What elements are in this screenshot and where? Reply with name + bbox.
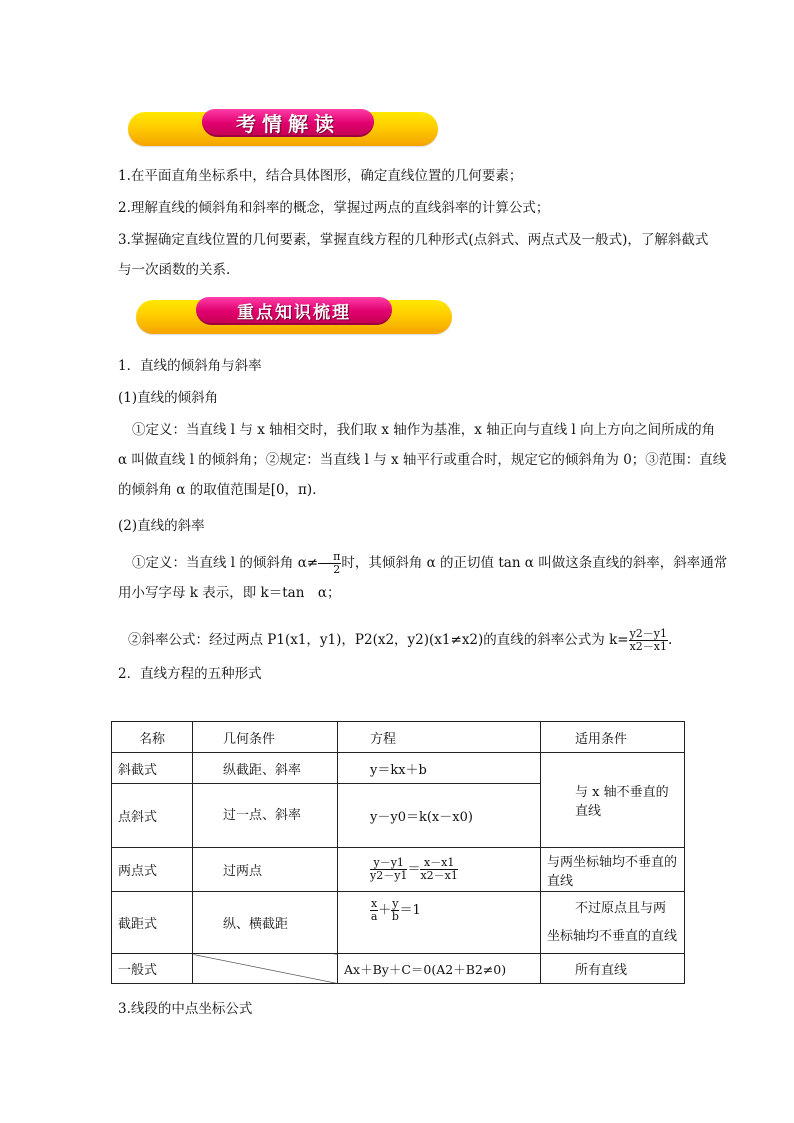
slope-definition	[118, 548, 728, 608]
pi-over-2-fraction	[318, 551, 341, 576]
angle-definition: ①定义：当直线 l 与 x 轴相交时，我们取 x 轴作为基准，x 轴正向与直线 l 向上方向之间所成的角 α 叫做直线 l 的倾斜角；②规定：当直线 l 与 x 轴平行或重合时，规定它的倾斜角为 0；③范围：直线的倾斜角 α 的取值范围是[0，π)．	[118, 422, 727, 498]
intro-item-1: 1.在平面直角坐标系中，结合具体图形，确定直线位置的几何要素；	[118, 168, 523, 184]
section-2-heading: 2．直线方程的五种形式	[118, 666, 262, 682]
fraction-numerator: y	[392, 897, 399, 910]
row-applicability: 与两坐标轴均不垂直的直线	[541, 848, 685, 892]
row-name: 一般式	[112, 954, 193, 984]
slope-fraction	[629, 628, 668, 653]
banner-title: 考情解读	[236, 111, 340, 136]
row-name: 两点式	[112, 848, 193, 892]
table-header-row	[112, 722, 685, 753]
row-equation: y－y0＝k(x－x0)	[338, 784, 541, 848]
table-row	[112, 848, 685, 892]
formula-period: .	[668, 632, 673, 648]
table-row	[112, 954, 685, 984]
section-banner-kaoqing	[128, 112, 438, 146]
section-1-heading: 1．直线的倾斜角与斜率	[118, 358, 262, 374]
fraction-denominator: b	[391, 910, 399, 923]
banner-label	[196, 297, 392, 325]
row-condition: 纵、横截距	[193, 892, 338, 954]
section-banner-zhongdian	[136, 300, 452, 334]
fraction-denominator: x2－x1	[629, 640, 667, 653]
equation-fraction-right	[420, 857, 457, 882]
fraction-numerator: x－x1	[420, 857, 457, 870]
header-applicability: 适用条件	[541, 722, 685, 753]
row-name: 斜截式	[112, 753, 193, 784]
subheading-angle: (1)直线的倾斜角	[118, 390, 219, 406]
intro-item-2: 2.理解直线的倾斜角和斜率的概念，掌握过两点的直线斜率的计算公式；	[118, 200, 550, 216]
equation-fraction-x-over-a	[370, 898, 378, 923]
fraction-numerator: π	[318, 551, 341, 564]
banner-label	[202, 109, 374, 137]
subheading-slope: (2)直线的斜率	[118, 518, 205, 534]
slope-def-part-b: 时，其倾斜角 α 的正切值 tan α 叫做这条直线的斜率，斜率通常用小写字母 k 表示，即 k＝tan α；	[118, 555, 728, 601]
fraction-denominator: 2	[333, 563, 341, 576]
row-equation	[338, 848, 541, 892]
table-row	[112, 892, 685, 954]
header-name: 名称	[112, 722, 193, 753]
section-3-heading: 3.线段的中点坐标公式	[118, 1001, 253, 1017]
slope-formula	[128, 628, 672, 653]
slope-formula-text: ②斜率公式：经过两点 P1(x1，y1)，P2(x2，y2)(x1≠x2)的直线的斜率公式为 k=	[128, 632, 629, 648]
row-condition: 过两点	[193, 848, 338, 892]
fraction-numerator: y－y1	[370, 857, 407, 870]
row-applicability: 与 x 轴不垂直的直线	[541, 753, 685, 848]
row-name: 点斜式	[112, 784, 193, 848]
header-condition: 几何条件	[193, 722, 338, 753]
equation-fraction-left	[370, 857, 407, 882]
row-equation: y＝kx＋b	[338, 753, 541, 784]
header-equation: 方程	[338, 722, 541, 753]
equals-sign: ＝	[407, 862, 421, 877]
table-row	[112, 753, 685, 784]
line-equation-forms-table	[111, 721, 685, 984]
fraction-denominator: x2－x1	[420, 869, 458, 882]
intro-item-3: 3.掌握确定直线位置的几何要素，掌握直线方程的几种形式(点斜式、两点式及一般式)，了解斜截式与一次函数的关系.	[118, 232, 709, 278]
row-condition: 过一点、斜率	[193, 784, 338, 848]
fraction-numerator: x	[371, 897, 378, 910]
row-equation: Ax＋By＋C＝0(A2＋B2≠0)	[338, 954, 541, 984]
equals-one: ＝1	[399, 903, 421, 918]
plus-sign: ＋	[378, 903, 392, 918]
banner-title: 重点知识梳理	[237, 302, 351, 323]
row-name: 截距式	[112, 892, 193, 954]
slope-def-part-a: ①定义：当直线 l 的倾斜角 α≠	[132, 555, 319, 571]
fraction-denominator: y2－y1	[370, 869, 408, 882]
row-equation	[338, 892, 541, 954]
row-condition: 纵截距、斜率	[193, 753, 338, 784]
empty-diagonal-cell	[193, 954, 338, 984]
row-applicability: 所有直线	[541, 954, 685, 984]
fraction-denominator: a	[370, 910, 378, 923]
fraction-numerator: y2－y1	[629, 627, 668, 640]
row-applicability: 不过原点且与两坐标轴均不垂直的直线	[541, 892, 685, 954]
